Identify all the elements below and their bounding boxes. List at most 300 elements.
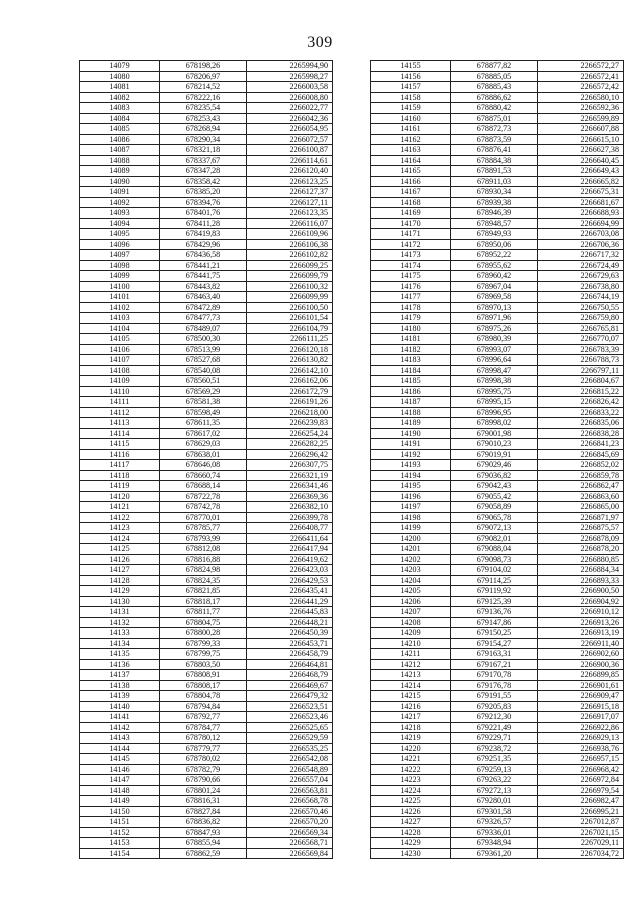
x-coordinate-cell: 678877,82 bbox=[451, 61, 538, 72]
point-number-cell: 14182 bbox=[371, 344, 451, 355]
y-coordinate-cell: 2266523,51 bbox=[247, 701, 333, 712]
x-coordinate-cell: 678290,34 bbox=[160, 134, 247, 145]
y-coordinate-cell: 2266162,06 bbox=[247, 376, 333, 387]
x-coordinate-cell: 678214,52 bbox=[160, 82, 247, 93]
y-coordinate-cell: 2266863,60 bbox=[538, 491, 624, 502]
y-coordinate-cell: 2266417,94 bbox=[247, 544, 333, 555]
table-row bbox=[80, 260, 333, 271]
table-row bbox=[80, 523, 333, 534]
y-coordinate-cell: 2266744,19 bbox=[538, 292, 624, 303]
point-number-cell: 14133 bbox=[80, 628, 160, 639]
y-coordinate-cell: 2266788,73 bbox=[538, 355, 624, 366]
point-number-cell: 14210 bbox=[371, 638, 451, 649]
table-row bbox=[371, 680, 624, 691]
table-row bbox=[371, 365, 624, 376]
x-coordinate-cell: 678885,43 bbox=[451, 82, 538, 93]
y-coordinate-cell: 2266938,76 bbox=[538, 743, 624, 754]
table-row bbox=[80, 407, 333, 418]
y-coordinate-cell: 2266797,11 bbox=[538, 365, 624, 376]
table-row bbox=[371, 659, 624, 670]
y-coordinate-cell: 2266729,63 bbox=[538, 271, 624, 282]
table-row bbox=[80, 323, 333, 334]
point-number-cell: 14116 bbox=[80, 449, 160, 460]
table-row bbox=[80, 701, 333, 712]
point-number-cell: 14223 bbox=[371, 775, 451, 786]
point-number-cell: 14147 bbox=[80, 775, 160, 786]
x-coordinate-cell: 678337,67 bbox=[160, 155, 247, 166]
table-row bbox=[80, 250, 333, 261]
x-coordinate-cell: 679098,73 bbox=[451, 554, 538, 565]
point-number-cell: 14209 bbox=[371, 628, 451, 639]
table-row bbox=[371, 607, 624, 618]
x-coordinate-cell: 679082,01 bbox=[451, 533, 538, 544]
page-number: 309 bbox=[307, 34, 333, 51]
table-row bbox=[371, 281, 624, 292]
point-number-cell: 14208 bbox=[371, 617, 451, 628]
table-row bbox=[80, 743, 333, 754]
table-row bbox=[371, 460, 624, 471]
y-coordinate-cell: 2266120,18 bbox=[247, 344, 333, 355]
y-coordinate-cell: 2266448,21 bbox=[247, 617, 333, 628]
y-coordinate-cell: 2266419,62 bbox=[247, 554, 333, 565]
point-number-cell: 14137 bbox=[80, 670, 160, 681]
y-coordinate-cell: 2266548,89 bbox=[247, 764, 333, 775]
point-number-cell: 14142 bbox=[80, 722, 160, 733]
x-coordinate-cell: 678800,28 bbox=[160, 628, 247, 639]
table-row bbox=[371, 722, 624, 733]
y-coordinate-cell: 2266445,83 bbox=[247, 607, 333, 618]
table-row bbox=[80, 176, 333, 187]
point-number-cell: 14104 bbox=[80, 323, 160, 334]
x-coordinate-cell: 679191,55 bbox=[451, 691, 538, 702]
point-number-cell: 14082 bbox=[80, 92, 160, 103]
x-coordinate-cell: 679058,89 bbox=[451, 502, 538, 513]
table-row bbox=[80, 208, 333, 219]
y-coordinate-cell: 2266099,25 bbox=[247, 260, 333, 271]
x-coordinate-cell: 678385,20 bbox=[160, 187, 247, 198]
point-number-cell: 14136 bbox=[80, 659, 160, 670]
x-coordinate-cell: 679361,20 bbox=[451, 848, 538, 859]
x-coordinate-cell: 678880,42 bbox=[451, 103, 538, 114]
point-number-cell: 14109 bbox=[80, 376, 160, 387]
x-coordinate-cell: 678569,29 bbox=[160, 386, 247, 397]
point-number-cell: 14111 bbox=[80, 397, 160, 408]
table-row bbox=[371, 229, 624, 240]
x-coordinate-cell: 678995,75 bbox=[451, 386, 538, 397]
y-coordinate-cell: 2266116,07 bbox=[247, 218, 333, 229]
x-coordinate-cell: 678793,99 bbox=[160, 533, 247, 544]
table-row bbox=[371, 92, 624, 103]
x-coordinate-cell: 678638,01 bbox=[160, 449, 247, 460]
y-coordinate-cell: 2266724,49 bbox=[538, 260, 624, 271]
y-coordinate-cell: 2266911,40 bbox=[538, 638, 624, 649]
y-coordinate-cell: 2266862,47 bbox=[538, 481, 624, 492]
point-number-cell: 14108 bbox=[80, 365, 160, 376]
x-coordinate-cell: 678419,83 bbox=[160, 229, 247, 240]
y-coordinate-cell: 2266525,65 bbox=[247, 722, 333, 733]
y-coordinate-cell: 2266569,34 bbox=[247, 827, 333, 838]
point-number-cell: 14167 bbox=[371, 187, 451, 198]
table-row bbox=[371, 166, 624, 177]
table-row bbox=[80, 271, 333, 282]
y-coordinate-cell: 2266109,96 bbox=[247, 229, 333, 240]
x-coordinate-cell: 679055,42 bbox=[451, 491, 538, 502]
y-coordinate-cell: 2267021,15 bbox=[538, 827, 624, 838]
x-coordinate-cell: 678967,04 bbox=[451, 281, 538, 292]
table-row bbox=[371, 250, 624, 261]
table-row bbox=[80, 71, 333, 82]
point-number-cell: 14205 bbox=[371, 586, 451, 597]
y-coordinate-cell: 2266815,22 bbox=[538, 386, 624, 397]
y-coordinate-cell: 2266770,07 bbox=[538, 334, 624, 345]
table-row bbox=[80, 617, 333, 628]
point-number-cell: 14194 bbox=[371, 470, 451, 481]
y-coordinate-cell: 2266423,03 bbox=[247, 565, 333, 576]
x-coordinate-cell: 678847,93 bbox=[160, 827, 247, 838]
x-coordinate-cell: 678780,12 bbox=[160, 733, 247, 744]
point-number-cell: 14192 bbox=[371, 449, 451, 460]
point-number-cell: 14163 bbox=[371, 145, 451, 156]
point-number-cell: 14177 bbox=[371, 292, 451, 303]
x-coordinate-cell: 678975,26 bbox=[451, 323, 538, 334]
table-row bbox=[371, 71, 624, 82]
point-number-cell: 14215 bbox=[371, 691, 451, 702]
y-coordinate-cell: 2266101,54 bbox=[247, 313, 333, 324]
point-number-cell: 14186 bbox=[371, 386, 451, 397]
x-coordinate-cell: 678821,85 bbox=[160, 586, 247, 597]
point-number-cell: 14200 bbox=[371, 533, 451, 544]
y-coordinate-cell: 2266429,53 bbox=[247, 575, 333, 586]
point-number-cell: 14130 bbox=[80, 596, 160, 607]
table-row bbox=[371, 344, 624, 355]
x-coordinate-cell: 678617,02 bbox=[160, 428, 247, 439]
point-number-cell: 14188 bbox=[371, 407, 451, 418]
x-coordinate-cell: 679336,01 bbox=[451, 827, 538, 838]
table-row bbox=[371, 638, 624, 649]
y-coordinate-cell: 2266450,39 bbox=[247, 628, 333, 639]
point-number-cell: 14168 bbox=[371, 197, 451, 208]
y-coordinate-cell: 2266681,67 bbox=[538, 197, 624, 208]
table-row bbox=[80, 82, 333, 93]
point-number-cell: 14219 bbox=[371, 733, 451, 744]
x-coordinate-cell: 679114,25 bbox=[451, 575, 538, 586]
y-coordinate-cell: 2266572,41 bbox=[538, 71, 624, 82]
point-number-cell: 14195 bbox=[371, 481, 451, 492]
table-row bbox=[371, 239, 624, 250]
y-coordinate-cell: 2266909,47 bbox=[538, 691, 624, 702]
point-number-cell: 14196 bbox=[371, 491, 451, 502]
y-coordinate-cell: 2266127,11 bbox=[247, 197, 333, 208]
table-row bbox=[80, 659, 333, 670]
y-coordinate-cell: 2266479,32 bbox=[247, 691, 333, 702]
x-coordinate-cell: 678886,62 bbox=[451, 92, 538, 103]
x-coordinate-cell: 678799,33 bbox=[160, 638, 247, 649]
x-coordinate-cell: 679001,98 bbox=[451, 428, 538, 439]
table-row bbox=[80, 428, 333, 439]
y-coordinate-cell: 2266453,71 bbox=[247, 638, 333, 649]
table-row bbox=[80, 302, 333, 313]
point-number-cell: 14106 bbox=[80, 344, 160, 355]
point-number-cell: 14153 bbox=[80, 838, 160, 849]
point-number-cell: 14092 bbox=[80, 197, 160, 208]
point-number-cell: 14170 bbox=[371, 218, 451, 229]
point-number-cell: 14204 bbox=[371, 575, 451, 586]
x-coordinate-cell: 679212,30 bbox=[451, 712, 538, 723]
x-coordinate-cell: 678742,78 bbox=[160, 502, 247, 513]
point-number-cell: 14164 bbox=[371, 155, 451, 166]
x-coordinate-cell: 679088,04 bbox=[451, 544, 538, 555]
table-row bbox=[80, 764, 333, 775]
y-coordinate-cell: 2266900,36 bbox=[538, 659, 624, 670]
x-coordinate-cell: 678836,82 bbox=[160, 817, 247, 828]
point-number-cell: 14123 bbox=[80, 523, 160, 534]
table-row bbox=[371, 428, 624, 439]
x-coordinate-cell: 678995,15 bbox=[451, 397, 538, 408]
x-coordinate-cell: 679176,78 bbox=[451, 680, 538, 691]
table-row bbox=[80, 155, 333, 166]
y-coordinate-cell: 2266099,99 bbox=[247, 292, 333, 303]
table-row bbox=[371, 617, 624, 628]
table-row bbox=[80, 775, 333, 786]
point-number-cell: 14089 bbox=[80, 166, 160, 177]
point-number-cell: 14156 bbox=[371, 71, 451, 82]
point-number-cell: 14145 bbox=[80, 754, 160, 765]
x-coordinate-cell: 678770,01 bbox=[160, 512, 247, 523]
table-row bbox=[371, 533, 624, 544]
y-coordinate-cell: 2266563,81 bbox=[247, 785, 333, 796]
y-coordinate-cell: 2266592,36 bbox=[538, 103, 624, 114]
point-number-cell: 14169 bbox=[371, 208, 451, 219]
y-coordinate-cell: 2266572,42 bbox=[538, 82, 624, 93]
point-number-cell: 14206 bbox=[371, 596, 451, 607]
table-row bbox=[371, 775, 624, 786]
y-coordinate-cell: 2266913,26 bbox=[538, 617, 624, 628]
y-coordinate-cell: 2266979,54 bbox=[538, 785, 624, 796]
x-coordinate-cell: 678885,05 bbox=[451, 71, 538, 82]
table-row bbox=[80, 827, 333, 838]
table-row bbox=[80, 418, 333, 429]
x-coordinate-cell: 678998,02 bbox=[451, 418, 538, 429]
point-number-cell: 14131 bbox=[80, 607, 160, 618]
y-coordinate-cell: 2266218,00 bbox=[247, 407, 333, 418]
point-number-cell: 14189 bbox=[371, 418, 451, 429]
x-coordinate-cell: 678660,74 bbox=[160, 470, 247, 481]
table-row bbox=[80, 449, 333, 460]
table-row bbox=[371, 292, 624, 303]
point-number-cell: 14150 bbox=[80, 806, 160, 817]
y-coordinate-cell: 2266570,20 bbox=[247, 817, 333, 828]
y-coordinate-cell: 2266995,21 bbox=[538, 806, 624, 817]
y-coordinate-cell: 2266875,57 bbox=[538, 523, 624, 534]
y-coordinate-cell: 2266568,71 bbox=[247, 838, 333, 849]
x-coordinate-cell: 678818,17 bbox=[160, 596, 247, 607]
table-row bbox=[80, 712, 333, 723]
y-coordinate-cell: 2265994,90 bbox=[247, 61, 333, 72]
y-coordinate-cell: 2266880,85 bbox=[538, 554, 624, 565]
x-coordinate-cell: 679042,43 bbox=[451, 481, 538, 492]
x-coordinate-cell: 678960,42 bbox=[451, 271, 538, 282]
y-coordinate-cell: 2266871,97 bbox=[538, 512, 624, 523]
y-coordinate-cell: 2266191,26 bbox=[247, 397, 333, 408]
x-coordinate-cell: 678347,28 bbox=[160, 166, 247, 177]
table-row bbox=[80, 61, 333, 72]
table-row bbox=[371, 124, 624, 135]
point-number-cell: 14228 bbox=[371, 827, 451, 838]
y-coordinate-cell: 2266852,02 bbox=[538, 460, 624, 471]
x-coordinate-cell: 679251,35 bbox=[451, 754, 538, 765]
table-row bbox=[371, 491, 624, 502]
point-number-cell: 14216 bbox=[371, 701, 451, 712]
x-coordinate-cell: 678489,07 bbox=[160, 323, 247, 334]
y-coordinate-cell: 2266838,28 bbox=[538, 428, 624, 439]
point-number-cell: 14191 bbox=[371, 439, 451, 450]
x-coordinate-cell: 678688,14 bbox=[160, 481, 247, 492]
x-coordinate-cell: 679147,86 bbox=[451, 617, 538, 628]
table-row bbox=[80, 607, 333, 618]
x-coordinate-cell: 678441,75 bbox=[160, 271, 247, 282]
table-row bbox=[371, 271, 624, 282]
y-coordinate-cell: 2266929,13 bbox=[538, 733, 624, 744]
x-coordinate-cell: 678411,28 bbox=[160, 218, 247, 229]
point-number-cell: 14154 bbox=[80, 848, 160, 859]
point-number-cell: 14161 bbox=[371, 124, 451, 135]
point-number-cell: 14187 bbox=[371, 397, 451, 408]
table-row bbox=[371, 670, 624, 681]
table-row bbox=[80, 229, 333, 240]
table-row bbox=[371, 397, 624, 408]
y-coordinate-cell: 2266054,95 bbox=[247, 124, 333, 135]
point-number-cell: 14149 bbox=[80, 796, 160, 807]
point-number-cell: 14157 bbox=[371, 82, 451, 93]
y-coordinate-cell: 2266441,29 bbox=[247, 596, 333, 607]
y-coordinate-cell: 2266254,24 bbox=[247, 428, 333, 439]
point-number-cell: 14190 bbox=[371, 428, 451, 439]
x-coordinate-cell: 678794,84 bbox=[160, 701, 247, 712]
table-row bbox=[80, 670, 333, 681]
table-row bbox=[80, 754, 333, 765]
table-row bbox=[371, 323, 624, 334]
y-coordinate-cell: 2266123,35 bbox=[247, 208, 333, 219]
table-row bbox=[371, 743, 624, 754]
point-number-cell: 14146 bbox=[80, 764, 160, 775]
y-coordinate-cell: 2266833,22 bbox=[538, 407, 624, 418]
point-number-cell: 14112 bbox=[80, 407, 160, 418]
table-row bbox=[371, 502, 624, 513]
table-row bbox=[80, 187, 333, 198]
x-coordinate-cell: 679326,57 bbox=[451, 817, 538, 828]
point-number-cell: 14127 bbox=[80, 565, 160, 576]
x-coordinate-cell: 679010,23 bbox=[451, 439, 538, 450]
x-coordinate-cell: 679272,13 bbox=[451, 785, 538, 796]
x-coordinate-cell: 678996,95 bbox=[451, 407, 538, 418]
coordinates-table-left bbox=[79, 60, 333, 859]
y-coordinate-cell: 2266239,83 bbox=[247, 418, 333, 429]
point-number-cell: 14226 bbox=[371, 806, 451, 817]
point-number-cell: 14083 bbox=[80, 103, 160, 114]
y-coordinate-cell: 2266804,67 bbox=[538, 376, 624, 387]
point-number-cell: 14152 bbox=[80, 827, 160, 838]
y-coordinate-cell: 2266042,36 bbox=[247, 113, 333, 124]
table-row bbox=[80, 376, 333, 387]
y-coordinate-cell: 2266104,79 bbox=[247, 323, 333, 334]
point-number-cell: 14115 bbox=[80, 439, 160, 450]
table-row bbox=[371, 838, 624, 849]
point-number-cell: 14079 bbox=[80, 61, 160, 72]
point-number-cell: 14119 bbox=[80, 481, 160, 492]
y-coordinate-cell: 2266282,25 bbox=[247, 439, 333, 450]
table-row bbox=[80, 638, 333, 649]
y-coordinate-cell: 2266469,67 bbox=[247, 680, 333, 691]
point-number-cell: 14096 bbox=[80, 239, 160, 250]
y-coordinate-cell: 2266972,84 bbox=[538, 775, 624, 786]
x-coordinate-cell: 679167,21 bbox=[451, 659, 538, 670]
y-coordinate-cell: 2266893,33 bbox=[538, 575, 624, 586]
table-row bbox=[371, 827, 624, 838]
table-row bbox=[371, 596, 624, 607]
y-coordinate-cell: 2266900,50 bbox=[538, 586, 624, 597]
point-number-cell: 14230 bbox=[371, 848, 451, 859]
y-coordinate-cell: 2266599,89 bbox=[538, 113, 624, 124]
x-coordinate-cell: 679119,92 bbox=[451, 586, 538, 597]
x-coordinate-cell: 678253,43 bbox=[160, 113, 247, 124]
y-coordinate-cell: 2266627,38 bbox=[538, 145, 624, 156]
point-number-cell: 14139 bbox=[80, 691, 160, 702]
point-number-cell: 14174 bbox=[371, 260, 451, 271]
table-row bbox=[80, 628, 333, 639]
point-number-cell: 14212 bbox=[371, 659, 451, 670]
table-row bbox=[371, 764, 624, 775]
x-coordinate-cell: 678824,98 bbox=[160, 565, 247, 576]
point-number-cell: 14117 bbox=[80, 460, 160, 471]
table-row bbox=[371, 628, 624, 639]
y-coordinate-cell: 2266570,46 bbox=[247, 806, 333, 817]
point-number-cell: 14081 bbox=[80, 82, 160, 93]
point-number-cell: 14094 bbox=[80, 218, 160, 229]
point-number-cell: 14098 bbox=[80, 260, 160, 271]
point-number-cell: 14135 bbox=[80, 649, 160, 660]
point-number-cell: 14129 bbox=[80, 586, 160, 597]
table-row bbox=[371, 176, 624, 187]
x-coordinate-cell: 678513,99 bbox=[160, 344, 247, 355]
y-coordinate-cell: 2267012,87 bbox=[538, 817, 624, 828]
point-number-cell: 14180 bbox=[371, 323, 451, 334]
y-coordinate-cell: 2266382,10 bbox=[247, 502, 333, 513]
x-coordinate-cell: 679154,27 bbox=[451, 638, 538, 649]
x-coordinate-cell: 678952,22 bbox=[451, 250, 538, 261]
table-row bbox=[371, 754, 624, 765]
y-coordinate-cell: 2266111,25 bbox=[247, 334, 333, 345]
x-coordinate-cell: 678598,49 bbox=[160, 407, 247, 418]
table-row bbox=[371, 218, 624, 229]
y-coordinate-cell: 2266841,23 bbox=[538, 439, 624, 450]
y-coordinate-cell: 2266408,77 bbox=[247, 523, 333, 534]
table-row bbox=[80, 817, 333, 828]
y-coordinate-cell: 2266922,86 bbox=[538, 722, 624, 733]
x-coordinate-cell: 678581,38 bbox=[160, 397, 247, 408]
point-number-cell: 14197 bbox=[371, 502, 451, 513]
y-coordinate-cell: 2266127,37 bbox=[247, 187, 333, 198]
x-coordinate-cell: 678321,18 bbox=[160, 145, 247, 156]
point-number-cell: 14155 bbox=[371, 61, 451, 72]
table-row bbox=[371, 197, 624, 208]
x-coordinate-cell: 678206,97 bbox=[160, 71, 247, 82]
x-coordinate-cell: 678855,94 bbox=[160, 838, 247, 849]
x-coordinate-cell: 678443,82 bbox=[160, 281, 247, 292]
x-coordinate-cell: 678235,54 bbox=[160, 103, 247, 114]
point-number-cell: 14141 bbox=[80, 712, 160, 723]
point-number-cell: 14159 bbox=[371, 103, 451, 114]
y-coordinate-cell: 2266765,81 bbox=[538, 323, 624, 334]
